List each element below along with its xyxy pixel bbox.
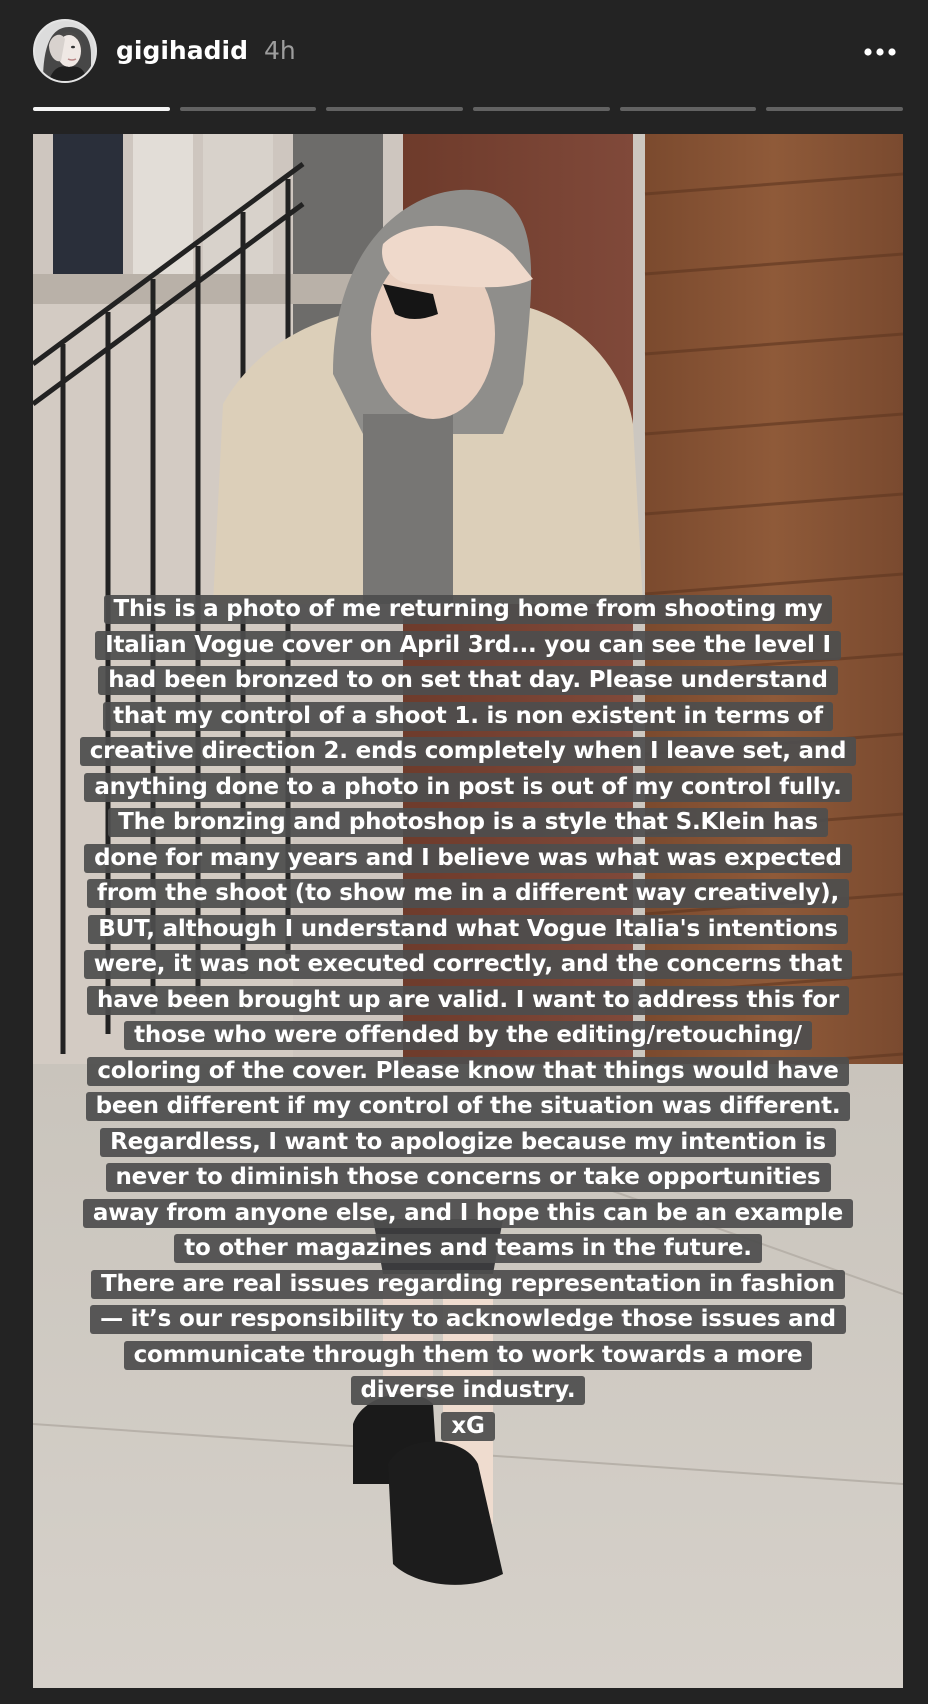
caption-line [33, 1373, 903, 1409]
caption-line [33, 876, 903, 912]
caption-line-text: This is a photo of me returning home from shooting my [104, 595, 833, 624]
caption-line-text: done for many years and I believe was what was expected [84, 844, 852, 873]
caption-line [33, 1018, 903, 1054]
caption-line [33, 734, 903, 770]
caption-line-text: The bronzing and photoshop is a style that S.Klein has [108, 808, 828, 837]
progress-segment [326, 107, 463, 111]
caption-line-text: communicate through them to work towards a more [124, 1341, 813, 1370]
progress-segment [180, 107, 317, 111]
progress-segment [620, 107, 757, 111]
caption-line-text: have been brought up are valid. I want to address this for [87, 986, 849, 1015]
caption-line [33, 1231, 903, 1267]
caption-line-text: creative direction 2. ends completely when I leave set, and [80, 737, 857, 766]
caption-line-text: away from anyone else, and I hope this can be an example [83, 1199, 853, 1228]
caption-line [33, 663, 903, 699]
avatar[interactable] [33, 19, 97, 83]
caption-line [33, 1302, 903, 1338]
caption-line [33, 1160, 903, 1196]
caption-line [33, 1267, 903, 1303]
caption-line-text: been different if my control of the situation was different. [86, 1092, 851, 1121]
story-content[interactable] [33, 134, 903, 1688]
caption-line-text: those who were offended by the editing/retouching/ [124, 1021, 812, 1050]
caption-line [33, 1409, 903, 1445]
story-progress-bar [33, 107, 903, 112]
caption-line [33, 805, 903, 841]
caption-line-text: BUT, although I understand what Vogue Italia's intentions [88, 915, 848, 944]
progress-segment [33, 107, 170, 111]
caption-line [33, 592, 903, 628]
caption-line [33, 628, 903, 664]
caption-line-text: diverse industry. [351, 1376, 586, 1405]
caption-line [33, 983, 903, 1019]
caption-line [33, 1196, 903, 1232]
caption-line-text: that my control of a shoot 1. is non existent in terms of [103, 702, 833, 731]
caption-line [33, 947, 903, 983]
caption-line [33, 1054, 903, 1090]
caption-line-text: Italian Vogue cover on April 3rd... you can see the level I [95, 631, 841, 660]
caption-line [33, 841, 903, 877]
caption-line-text: from the shoot (to show me in a different way creatively), [87, 879, 849, 908]
more-options-button[interactable] [860, 32, 900, 72]
caption-line-text: xG [441, 1412, 494, 1441]
caption-line-text: anything done to a photo in post is out of my control fully. [84, 773, 851, 802]
caption-line [33, 699, 903, 735]
more-horizontal-icon [860, 32, 900, 72]
story-text-caption [33, 592, 903, 1444]
caption-line-text: never to diminish those concerns or take opportunities [106, 1163, 831, 1192]
timestamp: 4h [264, 36, 296, 65]
progress-segment [473, 107, 610, 111]
caption-line-text: coloring of the cover. Please know that things would have [87, 1057, 848, 1086]
caption-line-text: There are real issues regarding representation in fashion [91, 1270, 845, 1299]
caption-line-text: were, it was not executed correctly, and the concerns that [84, 950, 852, 979]
progress-segment [766, 107, 903, 111]
caption-line [33, 912, 903, 948]
caption-line-text: Regardless, I want to apologize because my intention is [100, 1128, 836, 1157]
story-header [0, 0, 928, 100]
caption-line-text: had been bronzed to on set that day. Please understand [98, 666, 837, 695]
username[interactable]: gigihadid [116, 36, 248, 65]
caption-line [33, 770, 903, 806]
caption-line [33, 1338, 903, 1374]
caption-line [33, 1125, 903, 1161]
caption-line [33, 1089, 903, 1125]
caption-line-text: to other magazines and teams in the future. [174, 1234, 762, 1263]
avatar-photo-icon [35, 21, 95, 81]
caption-line-text: — it’s our responsibility to acknowledge those issues and [90, 1305, 846, 1334]
